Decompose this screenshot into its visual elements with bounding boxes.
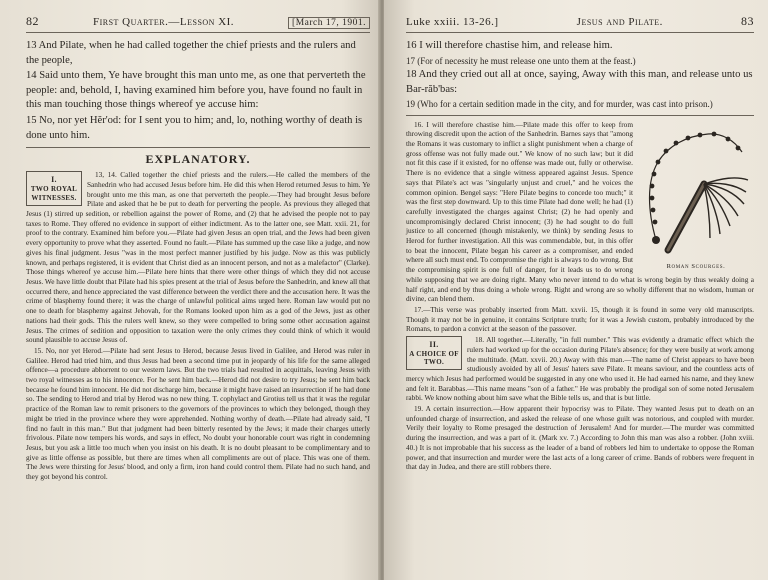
paragraph-17: 17.—This verse was probably inserted from Matt. xxvii. 15, though it is found in some very old manuscripts. Though it may not be in genuine, it contains Scripture truth; for it was a Jewish custom, probably introduced by the Romans, to pardon a convict at the season of the passover.	[406, 305, 754, 334]
running-head-left	[26, 14, 370, 33]
page-number-right: 83	[741, 14, 754, 28]
scourge-image	[638, 122, 754, 262]
left-page	[0, 0, 380, 580]
verse-13: 13 And Pilate, when he had called together the chief priests and the rulers and the people,	[26, 40, 356, 66]
explanatory-heading: EXPLANATORY.	[145, 152, 251, 167]
illustration-caption: Roman Scourges.	[666, 263, 726, 270]
paragraph-19: 19. A certain insurrection.—How apparent their hypocrisy was to Pilate. They wanted Jesus put to death on an unfounded charge of insurrection, and asked the release of one whose guilt was notorious, and coupled with murder. Verily their loyalty to Rome presaged the destruction of Jerusalem! And for murder.—The murder was committed during the insurrection, and was a part of it. (Mark xv. 7.) According to John this man was also a robber. (John xviii. 40.) It is not improbable that his success as the leader of a band of robbers led him to undertake to oppose the Roman power, and that insurrection and murder were the last acts of a long career of crime. Bands of robbers were frequent in that day in Judea, and there are still robbers there.	[406, 404, 754, 472]
verse-18: 18 And they cried out all at once, saying, Away with this man, and release unto us Bar-răb'bas:	[406, 69, 753, 95]
sidebox-label: TWO ROYAL WITNESSES.	[30, 185, 78, 202]
verse-19: 19 (Who for a certain sedition made in the city, and for murder, was cast into prison.)	[406, 99, 713, 110]
lesson-date: [March 17, 1901.	[288, 17, 370, 29]
sidebox-label-2: A CHOICE OF TWO.	[409, 350, 459, 367]
page-number-left: 82	[26, 14, 39, 28]
divider-rule-right	[406, 115, 754, 116]
sidebox-roman-numeral: I.	[51, 175, 57, 185]
paragraph-15: 15. No, nor yet Herod.—Pilate had sent Jesus to Herod, because Jesus lived in Galilee, and Herod was ruler in Galilee. Herod had tried him, and thus Jesus had been a second time put in jeopardy of his life for the same alleged offence—a procedure abhorrent to our western laws. But the two trials had resulted in acquittals, leaving Jesus with two royal witnesses as to his innocence. For he sent him back.—Herod did not desire to try Jesus; he sent him back because he found him innocent. He did not discharge him, because it might have raised an insurrection if he had done so. The sending to Herod and trial by Herod was no new thing. T. cophylact and Grotius tell us that it was the regular practice of the Roman law to remit prisoners to the governors of the provinces to which they belonged, though they might be tried in the province where they were apprehended. Nothing worthy of death.—Pilate had already said, "I find no fault in this man." But that judgment had been bitterly resented by the Jews; it made their charges utterly frivolous. Pilate now tempers his words, and says in effect, No doubt your honorable court was right in condemning Jesus, but you ask a little too much when you insist on his death. It is no doubt pleasant to be complimentary and to give as little offense as possible, but there are times when all compliments are out of place. This was one of them. The Jews were thirsting for Jesus' blood, and only a firm, iron hand could control them. Pilate had no such hand, and they got beyond his control.	[26, 345, 370, 482]
verse-15: 15 No, nor yet Hĕr'od: for I sent you to him; and, lo, nothing worthy of death is done unto him.	[26, 115, 363, 141]
verse-14: 14 Said unto them, Ye have brought this man unto me, as one that perverteth the people: and, behold, I, having examined him before you, have found no fault in this man touching those things whereof ye accuse him:	[26, 70, 366, 111]
verse-16: 16 I will therefore chastise him, and release him.	[406, 40, 613, 51]
right-page	[384, 0, 768, 580]
verse-17: 17 (For of necessity he must release one unto them at the feast.)	[406, 55, 636, 66]
scripture-verses-right	[406, 39, 754, 111]
roman-scourges-illustration	[638, 122, 754, 272]
sidebox-a-choice-of-two	[406, 336, 462, 370]
paragraph-16: 16. I will therefore chastise him.—Pilate made this offer to keep from throwing discredit upon the action of the Sanhedrin. Barnes says that "among the Romans it was customary to inflict a slight punishment when a charge of gross offense was not fully made out." We know of no such law; but it did not fit this case if it existed, for no offense was made out, fully or otherwise. There is no evidence that a single witness appeared against Jesus. Spence says that Pilate's act was "singularly unjust and cruel," and he voices the common opinion. Bengel says: "Here Pilate begins to concede too much;" it was the first step downward. Up to this time Pilate had done well; he had (1) carefully investigated the charges against Christ; (2) he had openly and uncompromisingly declared Christ innocent; (3) he had sought to do full justice to all concerned (though mistakenly, we think) by sending Jesus to Herod for further investigation. All this was commendable, but, in this offer to beat the innocent, Pilate began his career as a compromiser, and ended where all such must end. To compromise the right is always to do wrong. But the compromising spirit is one full of danger, for it leads us to do wrong while supposing that we are doing right. Many who never intend to do what is wrong begin by thus weakly doing a half right, and end by thus doing a whole wrong. Right and wrong are so wholly different that no wisdom, human or divine, can blend them.	[406, 119, 754, 304]
running-head-right	[406, 14, 754, 33]
divider-rule	[26, 147, 370, 148]
explanatory-body-right	[406, 120, 754, 472]
scripture-reference: Luke xxiii. 13-26.]	[406, 16, 499, 28]
explanatory-body-left	[26, 170, 370, 482]
paragraph-18: 18. All together.—Literally, "in full number." This was evidently a dramatic effect which the rulers had worked up for the occasion during Pilate's absence; for they were busily at work among the multitude. (Matt. xxvii. 20.) Away with this man.—The name of Christ appears to have been studiously avoided by all of Jesus' haters save Pilate. It means saviour, and the countless acts of mercy which Jesus had performed would be suggested in any one who used it. He had earned his name, and they knew and felt it. Barabbas.—This name means "son of a father." He was probably the prodigal son of some noted Jerusalem rabbi. We know nothing about him save what the Bible tells us, and that is but little.	[406, 335, 754, 403]
scripture-verses-left	[26, 39, 370, 143]
running-title-left: First Quarter.—Lesson XI.	[92, 16, 235, 28]
paragraph-13-14: 13, 14. Called together the chief priests and the rulers.—He called the members of the Sanhedrin who had accused Jesus before him. He did this when Herod returned Jesus to him. Ye brought unto me this man, as one that perverteth the people.—They had brought Jesus before Pilate and asked that he be put to death for perverting the people. As previous they alleged that Jesus (1) stirred up sedition, or rebellion against the power of Rome, and (2) that he advised the people not to pay taxes to Rome. They offered no evidence in support of either indictment. As to the latter one, see Matt. xxii. 21, for proof to the contrary. Examined him before you.—Pilate had given Jesus an open trial, and the Jews had been given every opportunity to prove what they asserted. Found no fault.—Pilate has summed up the case like a judge, and now gives his final judgment. Jesus "was in the most perfect manner justified by his judge. Now as this was publicly known, and perhaps registered, it is evident that Christ died as an innocent person, and not as a malefactor" (Clarke). Those things whereof ye accuse him.—Pilate here hints that there were other things of which they did not accuse Jesus. We have little doubt that Pilate had his spies present at the trial of Jesus before the Sanhedrin, and knew all that occurred there, and hence appreciated the vast difference between the verdict there and the accusation here. It was the crime of blasphemy found there; it was the charge of unlawful political aims urged here. Roman law would put no one to death for blasphemy against Jehovah, for the Romans looked upon him as a god of the Jews, just as other nations had their gods. This the rulers well knew, so they were compelled to bring some other accusation against Jesus. The crimes of sedition and opposition to taxation were the only crimes they could think of which it would sound plausible to accuse Jesus of.	[26, 170, 370, 345]
running-title-right: Jesus and Pilate.	[576, 16, 663, 28]
sidebox-two-royal-witnesses	[26, 171, 82, 205]
sidebox-roman-numeral-2: II.	[429, 340, 439, 350]
